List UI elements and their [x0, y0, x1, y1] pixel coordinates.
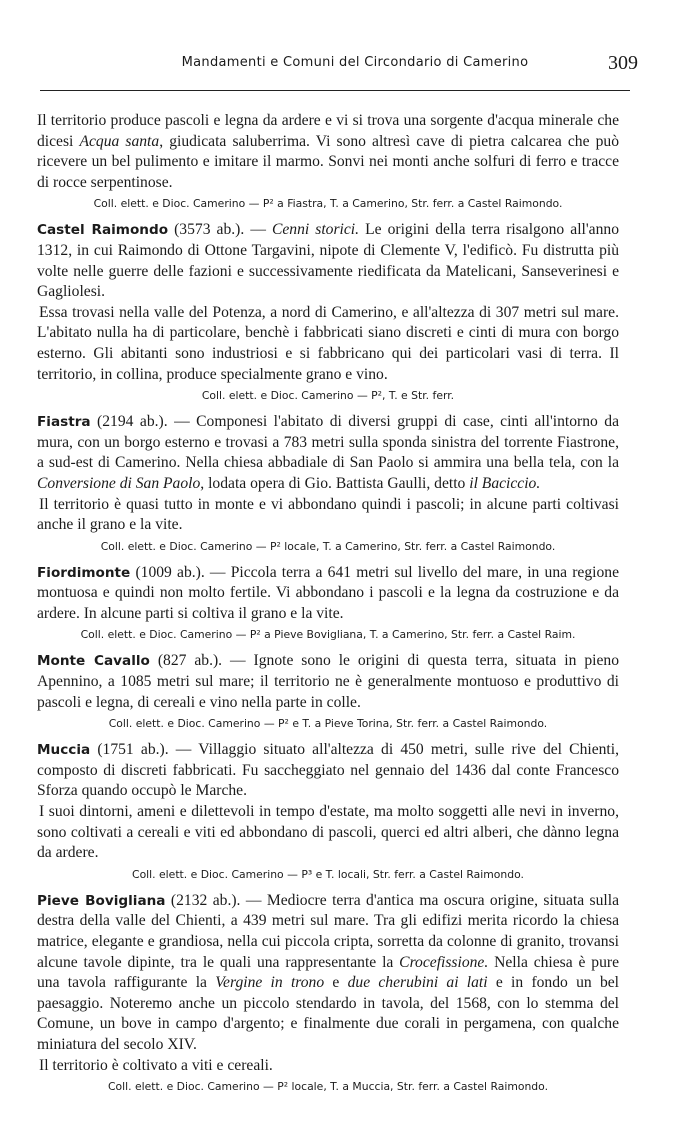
entry-intro	[37, 111, 619, 211]
entry-paragraph: Il territorio è quasi tutto in monte e vi abbondano quindi i pascoli; in alcune parti coltivasi anche il grano e la vite.	[37, 495, 619, 534]
intro-paragraph: Il territorio produce pascoli e legna da ardere e vi si trova una sorgente d'acqua minerale che dicesi Acqua santa, giudicata saluberrima. Vi sono altresì cave di pietra calcarea che può ricevere un bel pulimento e imitare il marmo. Sonvi nei monti anche solfuri di ferro e tracce di rocce serpentinose.	[37, 112, 619, 191]
entry-fiordimonte	[37, 563, 619, 643]
entry-paragraph: Muccia (1751 ab.). — Villaggio situato all'altezza di 450 metri, sulle rive del Chienti, composto di discreti fabbricati. Fu saccheggiato nel gennaio del 1436 dal conte Francesco Sforza quando occupò le Marche.	[37, 741, 619, 800]
entry-paragraph: Essa trovasi nella valle del Potenza, a nord di Camerino, e all'altezza di 307 metri sul mare. L'abitato nulla ha di particolare, benchè i fabbricati siano discreti e cinti di mura con borgo esterno. Gli abitanti sono industriosi e si fabbricano qui dei particolari vasi di terra. Il territorio, in collina, produce specialmente grano e vino.	[37, 303, 619, 383]
entry-monte-cavallo	[37, 651, 619, 731]
running-title: Mandamenti e Comuni del Circondario di Camerino	[181, 55, 529, 70]
entry-paragraph: Il territorio è coltivato a viti e cereali.	[39, 1056, 273, 1074]
page-number: 309	[608, 52, 638, 74]
entry-pieve-bovigliana	[37, 891, 619, 1094]
entry-coll-line: Coll. elett. e Dioc. Camerino — P² locale, T. a Camerino, Str. ferr. a Castel Raimondo.	[100, 539, 556, 553]
entry-paragraph: Fiordimonte (1009 ab.). — Piccola terra a 641 metri sul livello del mare, in una regione montuosa e quindi non molto fertile. Vi abbondano i pascoli e la legna da costruzione e da ardere. In alcune parti si coltiva il grano e la vite.	[37, 563, 620, 622]
entry-name: Fiordimonte	[37, 564, 131, 581]
entry-fiastra	[37, 412, 619, 554]
entry-paragraph: Pieve Bovigliana (2132 ab.). — Mediocre terra d'antica ma oscura origine, situata sulla destra della valle del Chienti, a 439 metri sul mare. Tra gli edifizi merita ricordo la chiesa matrice, elegante e grandiosa, nella cui piccola cripta, sorretta da colonne di granito, trovansi alcune tavole dipinte, tra le quali una rappresentante la Crocefissione. Nella chiesa è pure una tavola raffigurante la Vergine in trono e due cherubini ai lati e in fondo un bel paesaggio. Noteremo anche un piccolo stendardo in tavola, del 1568, con lo stemma del Comune, un bove in campo d'argento; e finalmente due corali in pergamena, con qualche miniatura del secolo XIV.	[37, 891, 620, 1053]
header-rule	[40, 90, 630, 91]
entry-coll-line: Coll. elett. e Dioc. Camerino — P² locale, T. a Muccia, Str. ferr. a Castel Raimondo.	[107, 1080, 549, 1094]
entry-name: Castel Raimondo	[37, 222, 169, 239]
entry-name: Fiastra	[37, 414, 91, 431]
entry-castel-raimondo	[37, 220, 619, 403]
entry-paragraph: Fiastra (2194 ab.). — Componesi l'abitato di diversi gruppi di case, cinti all'intorno da mura, con un borgo esterno e trovasi a 783 metri sulla sponda sinistra del torrente Fiastrone, a sud-est di Camerino. Nella chiesa abbadiale di San Paolo si ammira una bella tela, con la Conversione di San Paolo, lodata opera di Gio. Battista Gaulli, detto il Baciccio.	[37, 413, 619, 492]
entry-name: Monte Cavallo	[37, 653, 150, 670]
entry-name: Muccia	[37, 742, 91, 759]
entry-name: Pieve Bovigliana	[37, 892, 166, 909]
intro-coll-line: Coll. elett. e Dioc. Camerino — P² a Fiastra, T. a Camerino, Str. ferr. a Castel Raimondo.	[93, 197, 563, 211]
entry-muccia	[37, 740, 619, 882]
entry-paragraph: Castel Raimondo (3573 ab.). — Cenni storici. Le origini della terra risalgono all'anno 1312, in cui Raimondo di Ottone Targavini, nipote di Clemente V, l'edificò. Fu distrutta più volte nelle guerre delle fazioni e successivamente riedificata da Matelicani, Sanseverinesi e Gagliolesi.	[37, 221, 619, 301]
entry-paragraph: I suoi dintorni, ameni e dilettevoli in tempo d'estate, ma molto soggetti alle nevi in inverno, sono coltivati a cereali e viti ed abbondano di pascoli, querci ed altri alberi, che dànno legna da ardere.	[37, 803, 619, 862]
entry-coll-line: Coll. elett. e Dioc. Camerino — P² e T. a Pieve Torina, Str. ferr. a Castel Raimondo.	[108, 717, 548, 731]
page-body	[37, 111, 619, 1094]
page-header	[40, 52, 638, 83]
entry-coll-line: Coll. elett. e Dioc. Camerino — P³ e T. locali, Str. ferr. a Castel Raimondo.	[132, 867, 524, 881]
entry-paragraph: Monte Cavallo (827 ab.). — Ignote sono le origini di questa terra, situata in pieno Apennino, a 1085 metri sul mare; il territorio ne è generalmente montuoso e produttivo di pascoli e legna, di cereali e vino nella parte in colle.	[37, 652, 620, 711]
entry-coll-line: Coll. elett. e Dioc. Camerino — P² a Pieve Bovigliana, T. a Camerino, Str. ferr. a Castel Raim.	[80, 628, 576, 642]
entry-coll-line: Coll. elett. e Dioc. Camerino — P², T. e Str. ferr.	[201, 389, 455, 403]
